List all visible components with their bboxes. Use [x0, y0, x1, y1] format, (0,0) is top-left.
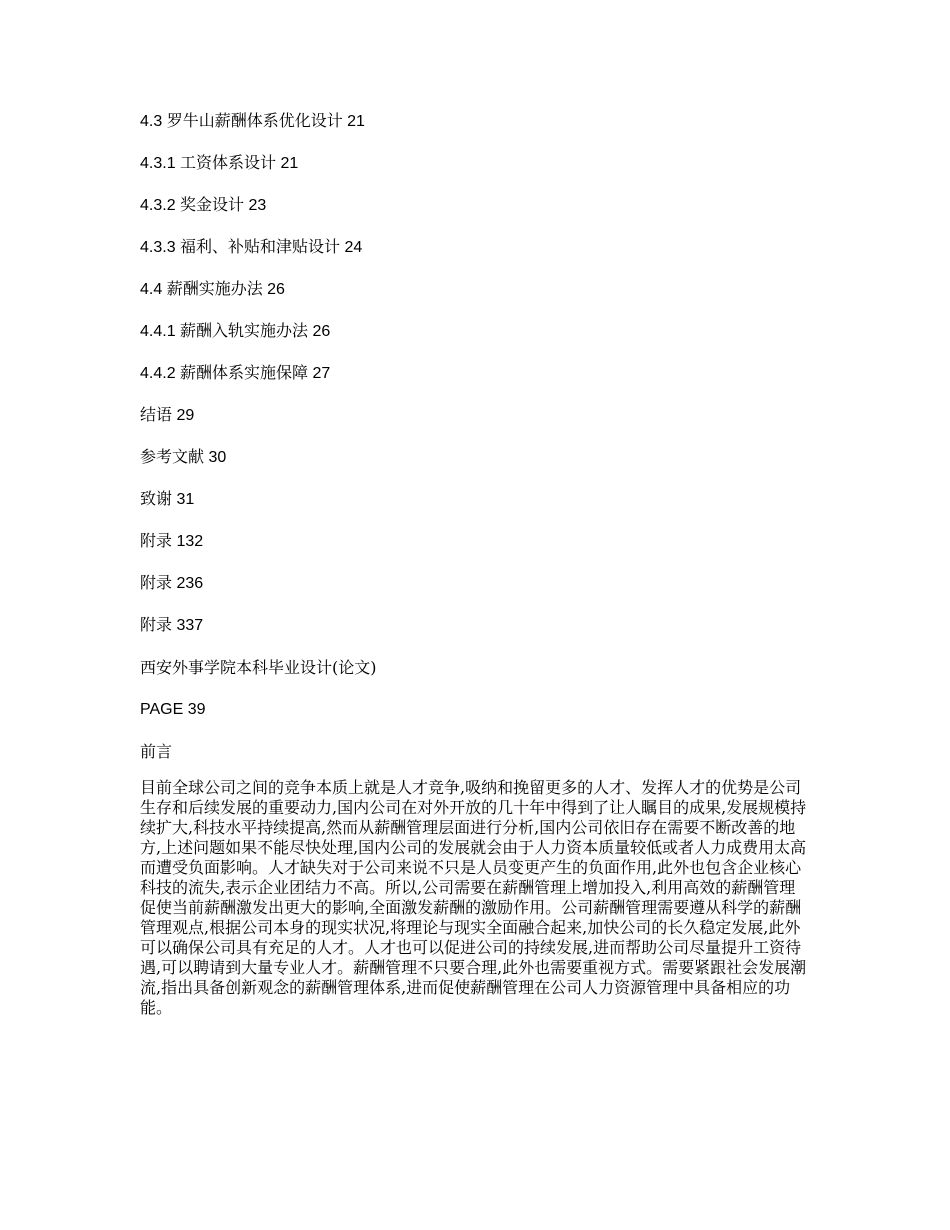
toc-entry: 附录 337: [140, 617, 204, 634]
toc-entry: 4.3.1 工资体系设计 21: [140, 155, 299, 172]
toc-entry: 4.4 薪酬实施办法 26: [140, 281, 285, 298]
toc-entry: 附录 132: [140, 533, 204, 550]
toc-entry: 附录 236: [140, 575, 204, 592]
page-number-field: PAGE 39: [140, 701, 206, 718]
section-title: 前言: [140, 742, 173, 761]
document-page: [140, 110, 820, 1018]
toc-entry: 4.4.2 薪酬体系实施保障 27: [140, 365, 331, 382]
running-header: 西安外事学院本科毕业设计(论文): [140, 658, 377, 677]
toc-entry: 4.3.3 福利、补贴和津贴设计 24: [140, 239, 363, 256]
toc-entry: 参考文献 30: [140, 449, 227, 466]
toc-entry: 4.3 罗牛山薪酬体系优化设计 21: [140, 113, 365, 130]
toc-entry: 结语 29: [140, 407, 195, 424]
toc-entry: 致谢 31: [140, 491, 195, 508]
toc-entry: 4.3.2 奖金设计 23: [140, 197, 267, 214]
body-paragraph: 目前全球公司之间的竞争本质上就是人才竞争,吸纳和挽留更多的人才、发挥人才的优势是公司生存和后续发展的重要动力,国内公司在对外开放的几十年中得到了让人瞩目的成果,发展规模持续扩大,科技水平持续提高,然而从薪酬管理层面进行分析,国内公司依旧存在需要不断改善的地方,上述问题如果不能尽快处理,国内公司的发展就会由于人力资本质量较低或者人力成费用太高而遭受负面影响。人才缺失对于公司来说不只是人员变更产生的负面作用,此外也包含企业核心科技的流失,表示企业团结力不高。所以,公司需要在薪酬管理上增加投入,利用高效的薪酬管理促使当前薪酬激发出更大的影响,全面激发薪酬的激励作用。公司薪酬管理需要遵从科学的薪酬管理观点,根据公司本身的现实状况,将理论与现实全面融合起来,加快公司的长久稳定发展,此外可以确保公司具有充足的人才。人才也可以促进公司的持续发展,进而帮助公司尽量提升工资待遇,可以聘请到大量专业人才。薪酬管理不只要合理,此外也需要重视方式。需要紧跟社会发展潮流,指出具备创新观念的薪酬管理体系,进而促使薪酬管理在公司人力资源管理中具备相应的功能。: [140, 778, 807, 1017]
toc-entry: 4.4.1 薪酬入轨实施办法 26: [140, 323, 331, 340]
